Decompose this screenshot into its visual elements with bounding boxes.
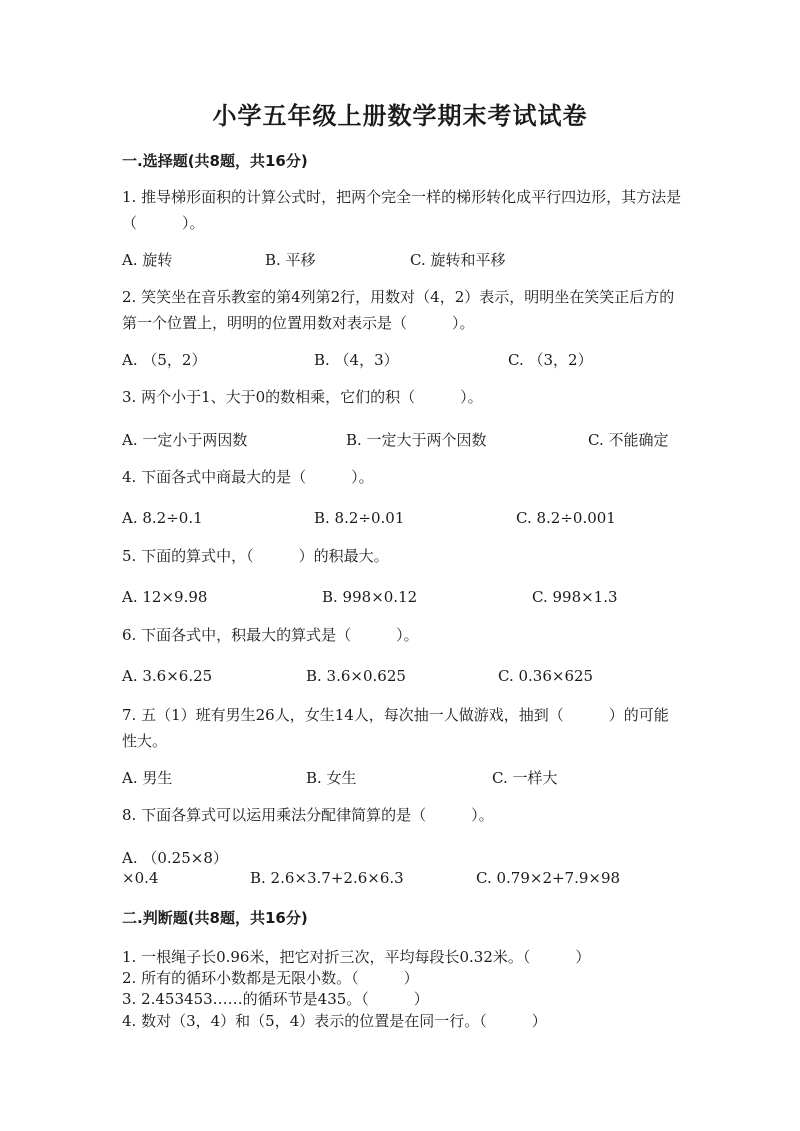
q2-option-c: C. （3，2） <box>508 351 593 369</box>
q5-option-a: A. 12×9.98 <box>122 588 208 606</box>
question-6: 6. 下面各式中，积最大的算式是（ ）。 <box>122 626 419 644</box>
q1-option-c: C. 旋转和平移 <box>410 251 506 269</box>
q4-option-a: A. 8.2÷0.1 <box>122 509 203 527</box>
judgement-4: 4. 数对（3，4）和（5，4）表示的位置是在同一行。（ ） <box>122 1012 547 1030</box>
q2-option-b: B. （4，3） <box>314 351 399 369</box>
q8-option-a: A. （0.25×8） <box>122 849 228 867</box>
q6-option-b: B. 3.6×0.625 <box>306 667 406 685</box>
q3-option-b: B. 一定大于两个因数 <box>346 431 487 449</box>
q2-option-a: A. （5，2） <box>122 351 207 369</box>
q8-option-c: C. 0.79×2+7.9×98 <box>476 869 621 887</box>
q7-option-b: B. 女生 <box>306 769 357 787</box>
question-4: 4. 下面各式中商最大的是（ ）。 <box>122 468 374 486</box>
q3-option-a: A. 一定小于两因数 <box>122 431 248 449</box>
q7-option-a: A. 男生 <box>122 769 173 787</box>
q3-option-c: C. 不能确定 <box>588 431 669 449</box>
judgement-2: 2. 所有的循环小数都是无限小数。（ ） <box>122 969 419 987</box>
page-title: 小学五年级上册数学期末考试试卷 <box>212 101 588 130</box>
q6-option-a: A. 3.6×6.25 <box>122 667 213 685</box>
q7-option-c: C. 一样大 <box>492 769 558 787</box>
q8-option-a-cont: ×0.4 <box>122 869 159 887</box>
section-heading-judgement: 二.判断题(共8题，共16分) <box>122 909 308 927</box>
question-8: 8. 下面各算式可以运用乘法分配律简算的是（ ）。 <box>122 806 494 824</box>
question-2: 2. 笑笑坐在音乐教室的第4列第2行，用数对（4，2）表示，明明坐在笑笑正后方的第一个位置上，明明的位置用数对表示是（ ）。 <box>122 288 675 332</box>
q5-option-c: C. 998×1.3 <box>532 588 618 606</box>
question-1: 1. 推导梯形面积的计算公式时，把两个完全一样的梯形转化成平行四边形，其方法是（ ）。 <box>122 188 682 232</box>
q1-option-a: A. 旋转 <box>122 251 173 269</box>
q4-option-b: B. 8.2÷0.01 <box>314 509 405 527</box>
judgement-1: 1. 一根绳子长0.96米，把它对折三次，平均每段长0.32米。（ ） <box>122 948 591 966</box>
question-5: 5. 下面的算式中，（ ）的积最大。 <box>122 547 389 565</box>
section-heading-choice: 一.选择题(共8题，共16分) <box>122 152 308 170</box>
question-7: 7. 五（1）班有男生26人，女生14人，每次抽一人做游戏，抽到（ ）的可能性大。 <box>122 706 669 750</box>
judgement-3: 3. 2.453453……的循环节是435。（ ） <box>122 990 429 1008</box>
q4-option-c: C. 8.2÷0.001 <box>516 509 616 527</box>
q1-option-b: B. 平移 <box>265 251 316 269</box>
question-3: 3. 两个小于1、大于0的数相乘，它们的积（ ）。 <box>122 388 483 406</box>
q8-option-b: B. 2.6×3.7+2.6×6.3 <box>250 869 404 887</box>
q6-option-c: C. 0.36×625 <box>498 667 594 685</box>
q5-option-b: B. 998×0.12 <box>322 588 418 606</box>
